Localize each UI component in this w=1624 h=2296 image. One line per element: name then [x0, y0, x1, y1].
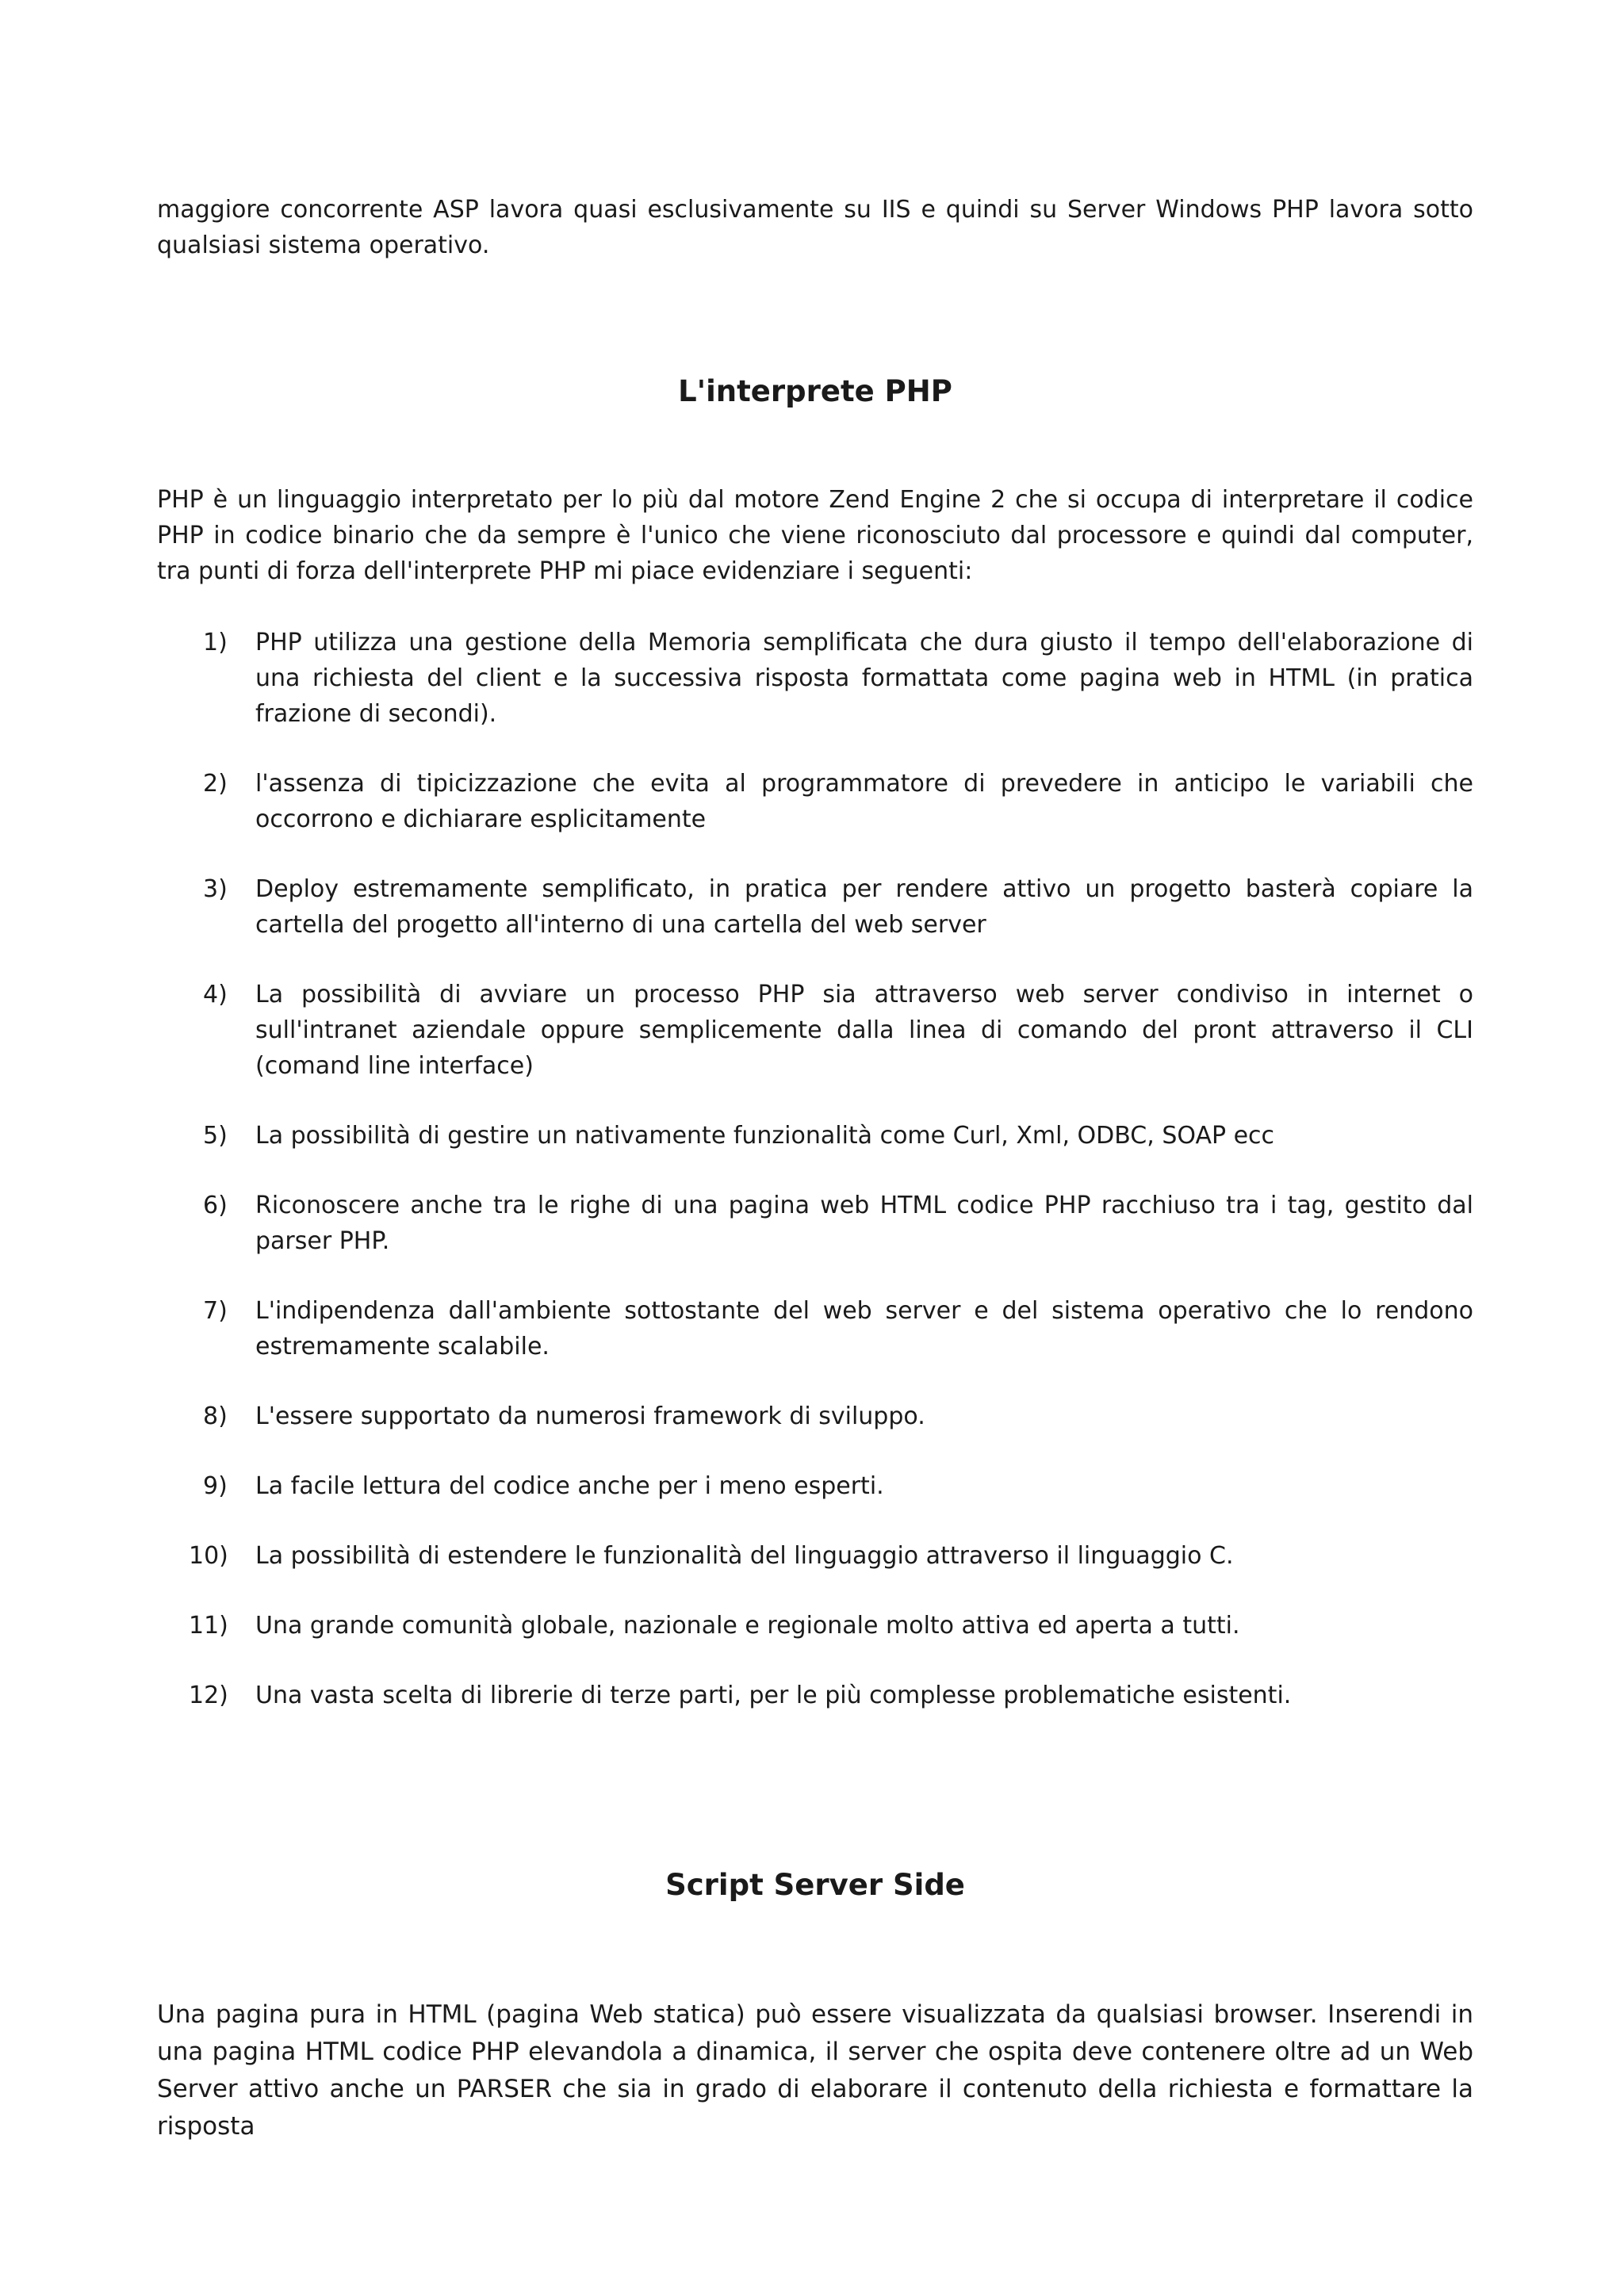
section-heading-script-server-side: Script Server Side: [665, 1868, 965, 1902]
list-item-number: 4): [203, 981, 228, 1008]
intro-paragraph: maggiore concorrente ASP lavora quasi esclusivamente su IIS e quindi su Server Windows PHP lavora sotto qualsiasi sistema operativo.: [157, 196, 1473, 259]
list-item-text: La facile lettura del codice anche per i meno esperti.: [255, 1472, 884, 1500]
list-item-number: 10): [189, 1542, 228, 1570]
list-item: [157, 977, 1473, 1084]
list-item-text: PHP utilizza una gestione della Memoria semplificata che dura giusto il tempo dell'elaborazione di una richiesta del client e la successiva risposta formattata come pagina web in HTML (in pratica frazione di secondi).: [255, 629, 1473, 728]
server-side-paragraph: Una pagina pura in HTML (pagina Web statica) può essere visualizzata da qualsiasi browser. Inserendi in una pagina HTML codice PHP elevandola a dinamica, il server che ospita deve contenere oltre ad un Web Server attivo anche un PARSER che sia in grado di elaborare il contenuto della richiesta e formattare la risposta: [157, 2000, 1473, 2141]
list-item-number: 12): [189, 1682, 228, 1709]
list-item: [157, 1608, 1473, 1644]
list-item-number: 7): [203, 1297, 228, 1325]
list-item: [157, 1678, 1473, 1713]
list-item-text: Riconoscere anche tra le righe di una pagina web HTML codice PHP racchiuso tra i tag, gestito dal parser PHP.: [255, 1192, 1473, 1255]
list-item: [157, 1468, 1473, 1504]
list-item-text: La possibilità di avviare un processo PHP sia attraverso web server condiviso in internet o sull'intranet aziendale oppure semplicemente dalla linea di comando del pront attraverso il CLI (comand line interface): [255, 981, 1473, 1080]
list-item: [157, 1118, 1473, 1154]
php-features-list: [157, 625, 1473, 1747]
list-item-number: 6): [203, 1192, 228, 1219]
list-item: [157, 871, 1473, 943]
list-item-text: L'indipendenza dall'ambiente sottostante del web server e del sistema operativo che lo rendono estremamente scalabile.: [255, 1297, 1473, 1360]
list-item: [157, 1538, 1473, 1574]
list-item-number: 11): [189, 1612, 228, 1640]
list-item-text: La possibilità di gestire un nativamente funzionalità come Curl, Xml, ODBC, SOAP ecc: [255, 1122, 1275, 1150]
list-item-number: 9): [203, 1472, 228, 1500]
php-intro-paragraph: PHP è un linguaggio interpretato per lo più dal motore Zend Engine 2 che si occupa di interpretare il codice PHP in codice binario che da sempre è l'unico che viene riconosciuto dal processore e quindi dal computer, tra punti di forza dell'interprete PHP mi piace evidenziare i seguenti:: [157, 486, 1473, 585]
list-item-number: 8): [203, 1402, 228, 1430]
list-item-text: Una grande comunità globale, nazionale e regionale molto attiva ed aperta a tutti.: [255, 1612, 1240, 1640]
list-item: [157, 766, 1473, 837]
list-item-number: 3): [203, 875, 228, 903]
list-item: [157, 1399, 1473, 1434]
list-item: [157, 1188, 1473, 1259]
list-item-number: 2): [203, 770, 228, 798]
list-item: [157, 625, 1473, 732]
list-item: [157, 1293, 1473, 1364]
list-item-text: L'essere supportato da numerosi framework di sviluppo.: [255, 1402, 925, 1430]
list-item-text: La possibilità di estendere le funzionalità del linguaggio attraverso il linguaggio C.: [255, 1542, 1234, 1570]
section-heading-interprete-php: L'interprete PHP: [678, 374, 952, 408]
list-item-number: 5): [203, 1122, 228, 1150]
list-item-text: Una vasta scelta di librerie di terze parti, per le più complesse problematiche esistenti.: [255, 1682, 1292, 1709]
list-item-text: l'assenza di tipicizzazione che evita al programmatore di prevedere in anticipo le variabili che occorrono e dichiarare esplicitamente: [255, 770, 1473, 833]
list-item-number: 1): [203, 629, 228, 656]
list-item-text: Deploy estremamente semplificato, in pratica per rendere attivo un progetto basterà copiare la cartella del progetto all'interno di una cartella del web server: [255, 875, 1473, 939]
